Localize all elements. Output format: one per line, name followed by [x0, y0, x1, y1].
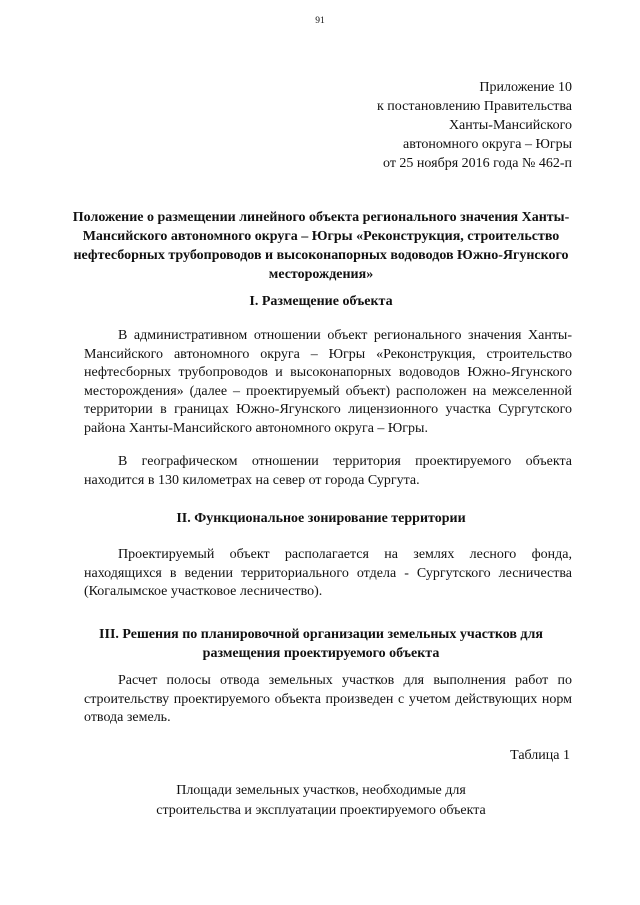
appendix-line: от 25 ноября 2016 года № 462-п — [383, 156, 572, 171]
appendix-line: Ханты-Мансийского — [448, 118, 572, 133]
document-title: Положение о размещении линейного объекта регионального значения Ханты-Мансийского автономного округа – Югры «Реконструкция, строительство нефтесборных трубопроводов и высоконапорных водоводов Южно-Ягунского месторождения» — [72, 210, 570, 282]
table-label: Таблица 1 — [510, 748, 570, 763]
section-heading-planning: III. Решения по планировочной организации земельных участков для размещения проектируемого объекта — [99, 627, 543, 661]
section-heading-placement: I. Размещение объекта — [249, 294, 393, 309]
appendix-reference — [377, 78, 572, 173]
appendix-line: Приложение 10 — [479, 80, 572, 95]
appendix-line: автономного округа – Югры — [403, 137, 572, 152]
page-number: 91 — [315, 16, 325, 26]
table-caption-line: Площади земельных участков, необходимые для — [176, 783, 466, 798]
section-paragraph: В географическом отношении территория проектируемого объекта находится в 130 километрах на север от города Сургута. — [84, 454, 572, 488]
section-paragraph: Расчет полосы отвода земельных участков для выполнения работ по строительству проектируемого объекта произведен с учетом действующих норм отвода земель. — [84, 673, 572, 725]
appendix-line: к постановлению Правительства — [376, 99, 572, 114]
table-caption — [70, 781, 572, 821]
section-paragraph: Проектируемый объект располагается на землях лесного фонда, находящихся в ведении территориального отдела - Сургутского лесничества (Когалымское участковое лесничество). — [84, 547, 572, 599]
section-heading-zoning: II. Функциональное зонирование территории — [176, 511, 466, 526]
section-paragraph: В административном отношении объект регионального значения Ханты-Мансийского автономного округа – Югры «Реконструкция, строительство нефтесборных трубопроводов и высоконапорных водоводов Южно-Ягунского месторождения» (далее – проектируемый объект) расположен на межселенной территории в границах Южно-Ягунского лицензионного участка Сургутского района Ханты-Мансийского автономного округа – Югры. — [84, 328, 572, 436]
table-caption-line: строительства и эксплуатации проектируемого объекта — [156, 803, 486, 818]
